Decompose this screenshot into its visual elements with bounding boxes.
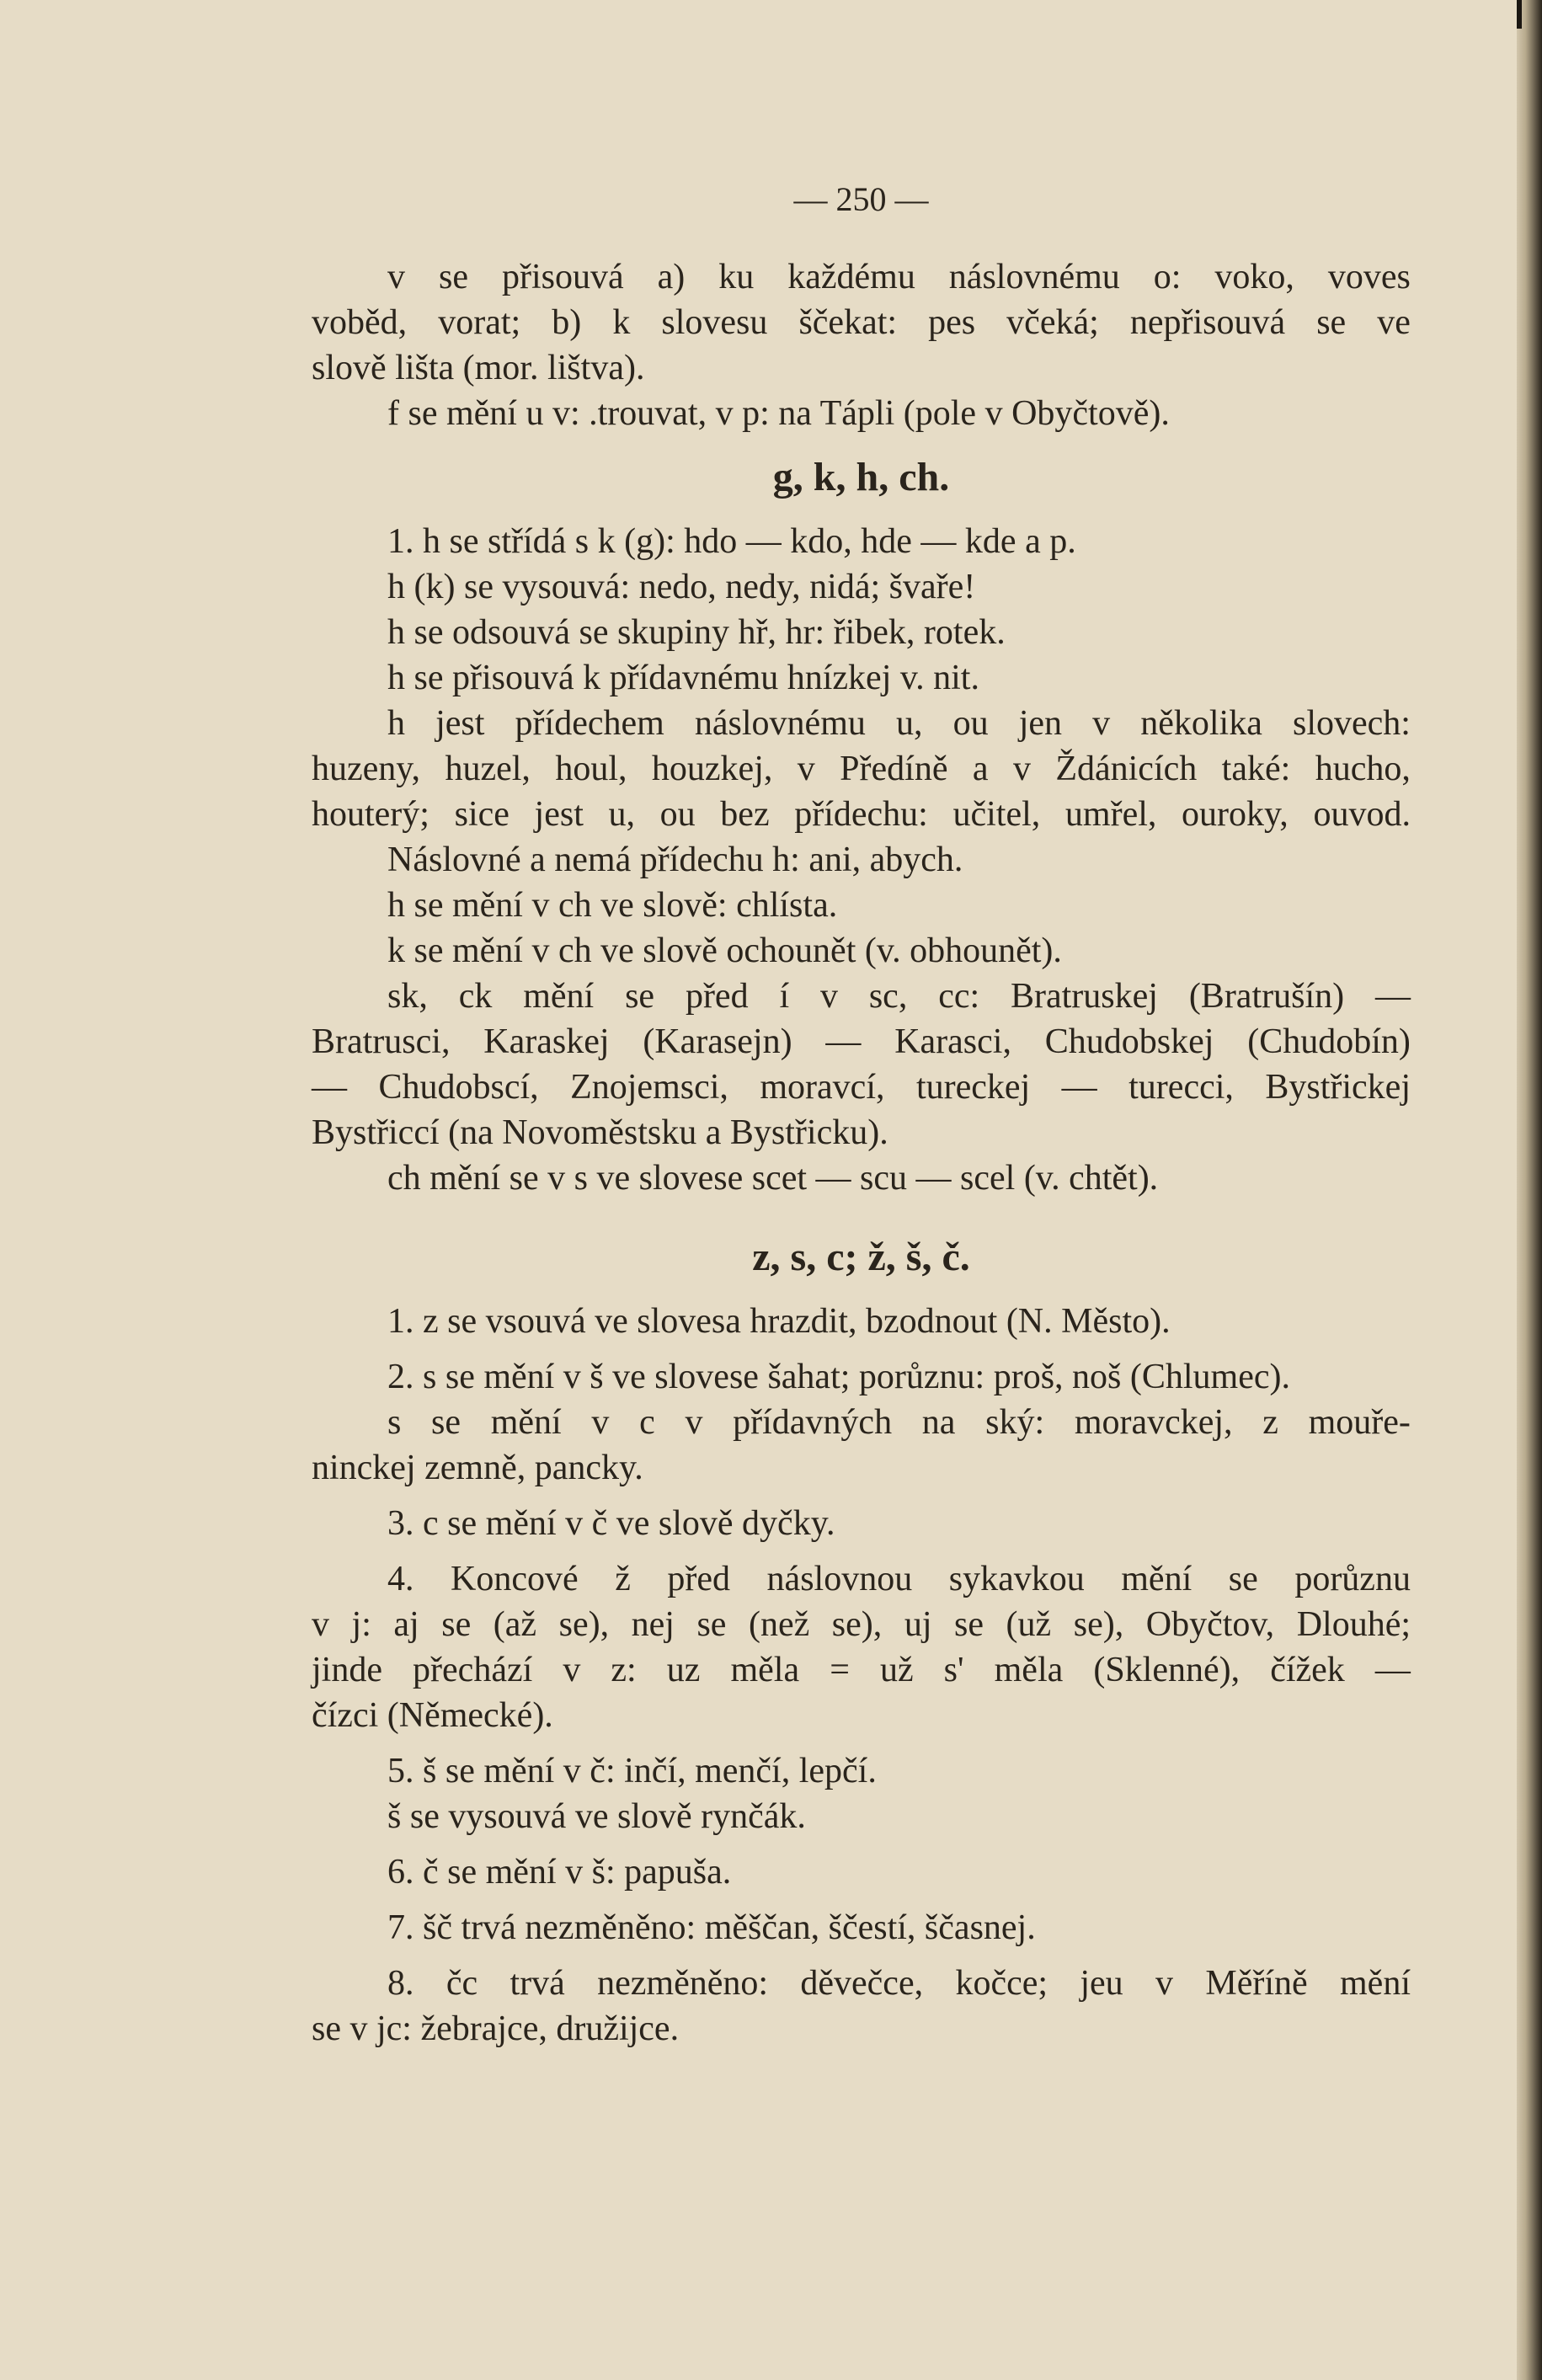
text-line: čízci (Německé). bbox=[312, 1696, 553, 1735]
section-g-k-h-ch bbox=[312, 519, 1411, 1201]
page-number: — 250 — bbox=[793, 180, 929, 218]
text-line: 8. čc trvá nezměněno: děvečce, kočce; jeu v Měříně mění bbox=[387, 1964, 1411, 2003]
heading-z-s-c: z, s, c; ž, š, č. bbox=[752, 1235, 970, 1279]
text-line: ch mění se v s ve slovese scet — scu — scel (v. chtět). bbox=[387, 1159, 1159, 1198]
heading-g-k-h-ch: g, k, h, ch. bbox=[772, 455, 950, 499]
text-line: h se mění v ch ve slově: chlísta. bbox=[387, 886, 838, 925]
text-line: 6. č se mění v š: papuša. bbox=[387, 1853, 732, 1892]
text-line: — Chudobscí, Znojemsci, moravcí, tureckej — turecci, Bystřickej bbox=[312, 1068, 1411, 1107]
page-edge-shadow bbox=[1517, 0, 1542, 2380]
text-line: h se odsouvá se skupiny hř, hr: řibek, rotek. bbox=[387, 613, 1006, 652]
text-line: k se mění v ch ve slově ochounět (v. obhounět). bbox=[387, 931, 1062, 970]
book-page bbox=[312, 177, 1411, 2052]
text-line: f se mění u v: .trouvat, v p: na Tápli (pole v Obyčtově). bbox=[387, 394, 1170, 433]
section-v-f bbox=[312, 254, 1411, 436]
text-line: 3. c se mění v č ve slově dyčky. bbox=[387, 1504, 835, 1543]
text-line: huzeny, huzel, houl, houzkej, v Předíně a v Ždánicích také: hucho, bbox=[312, 750, 1411, 788]
text-line: ninckej zemně, pancky. bbox=[312, 1449, 643, 1487]
text-line: slově lišta (mor. lištva). bbox=[312, 349, 645, 387]
text-line: Bratrusci, Karaskej (Karasejn) — Karasci, Chudobskej (Chudobín) bbox=[312, 1022, 1411, 1061]
text-line: 7. šč trvá nezměněno: měščan, ščestí, ščasnej. bbox=[387, 1908, 1036, 1947]
text-line: h jest přídechem náslovnému u, ou jen v několika slovech: bbox=[387, 704, 1411, 743]
text-line: jinde přechází v z: uz měla = už s' měla (Sklenné), čížek — bbox=[312, 1651, 1411, 1689]
text-line: 2. s se mění v š ve slovese šahat; porůznu: proš, noš (Chlumec). bbox=[387, 1358, 1290, 1396]
text-line: š se vysouvá ve slově rynčák. bbox=[387, 1797, 806, 1836]
text-line: v se přisouvá a) ku každému náslovnému o: voko, voves bbox=[387, 258, 1411, 296]
text-line: houterý; sice jest u, ou bez přídechu: učitel, umřel, ouroky, ouvod. bbox=[312, 795, 1411, 834]
text-line: h se přisouvá k přídavnému hnízkej v. nit. bbox=[387, 659, 979, 697]
text-line: 5. š se mění v č: inčí, menčí, lepčí. bbox=[387, 1752, 877, 1790]
text-line: 1. z se vsouvá ve slovesa hrazdit, bzodnout (N. Město). bbox=[387, 1302, 1171, 1341]
page-edge-mark bbox=[1517, 0, 1522, 29]
section-z-s-c bbox=[312, 1299, 1411, 2052]
text-line: voběd, vorat; b) k slovesu ščekat: pes včeká; nepřisouvá se ve bbox=[312, 303, 1411, 342]
text-line: 4. Koncové ž před náslovnou sykavkou mění se porůznu bbox=[387, 1560, 1411, 1598]
text-line: se v jc: žebrajce, družijce. bbox=[312, 2009, 680, 2048]
text-line: v j: aj se (až se), nej se (než se), uj se (už se), Obyčtov, Dlouhé; bbox=[312, 1605, 1411, 1644]
text-line: h (k) se vysouvá: nedo, nedy, nidá; švaře! bbox=[387, 568, 976, 606]
text-line: 1. h se střídá s k (g): hdo — kdo, hde — kde a p. bbox=[387, 522, 1076, 561]
text-line: Bystřiccí (na Novoměstsku a Bystřicku). bbox=[312, 1113, 888, 1152]
text-line: Náslovné a nemá přídechu h: ani, abych. bbox=[387, 840, 963, 879]
text-line: sk, ck mění se před í v sc, cc: Bratruskej (Bratrušín) — bbox=[387, 977, 1411, 1016]
text-line: s se mění v c v přídavných na ský: moravckej, z mouře- bbox=[387, 1403, 1411, 1442]
